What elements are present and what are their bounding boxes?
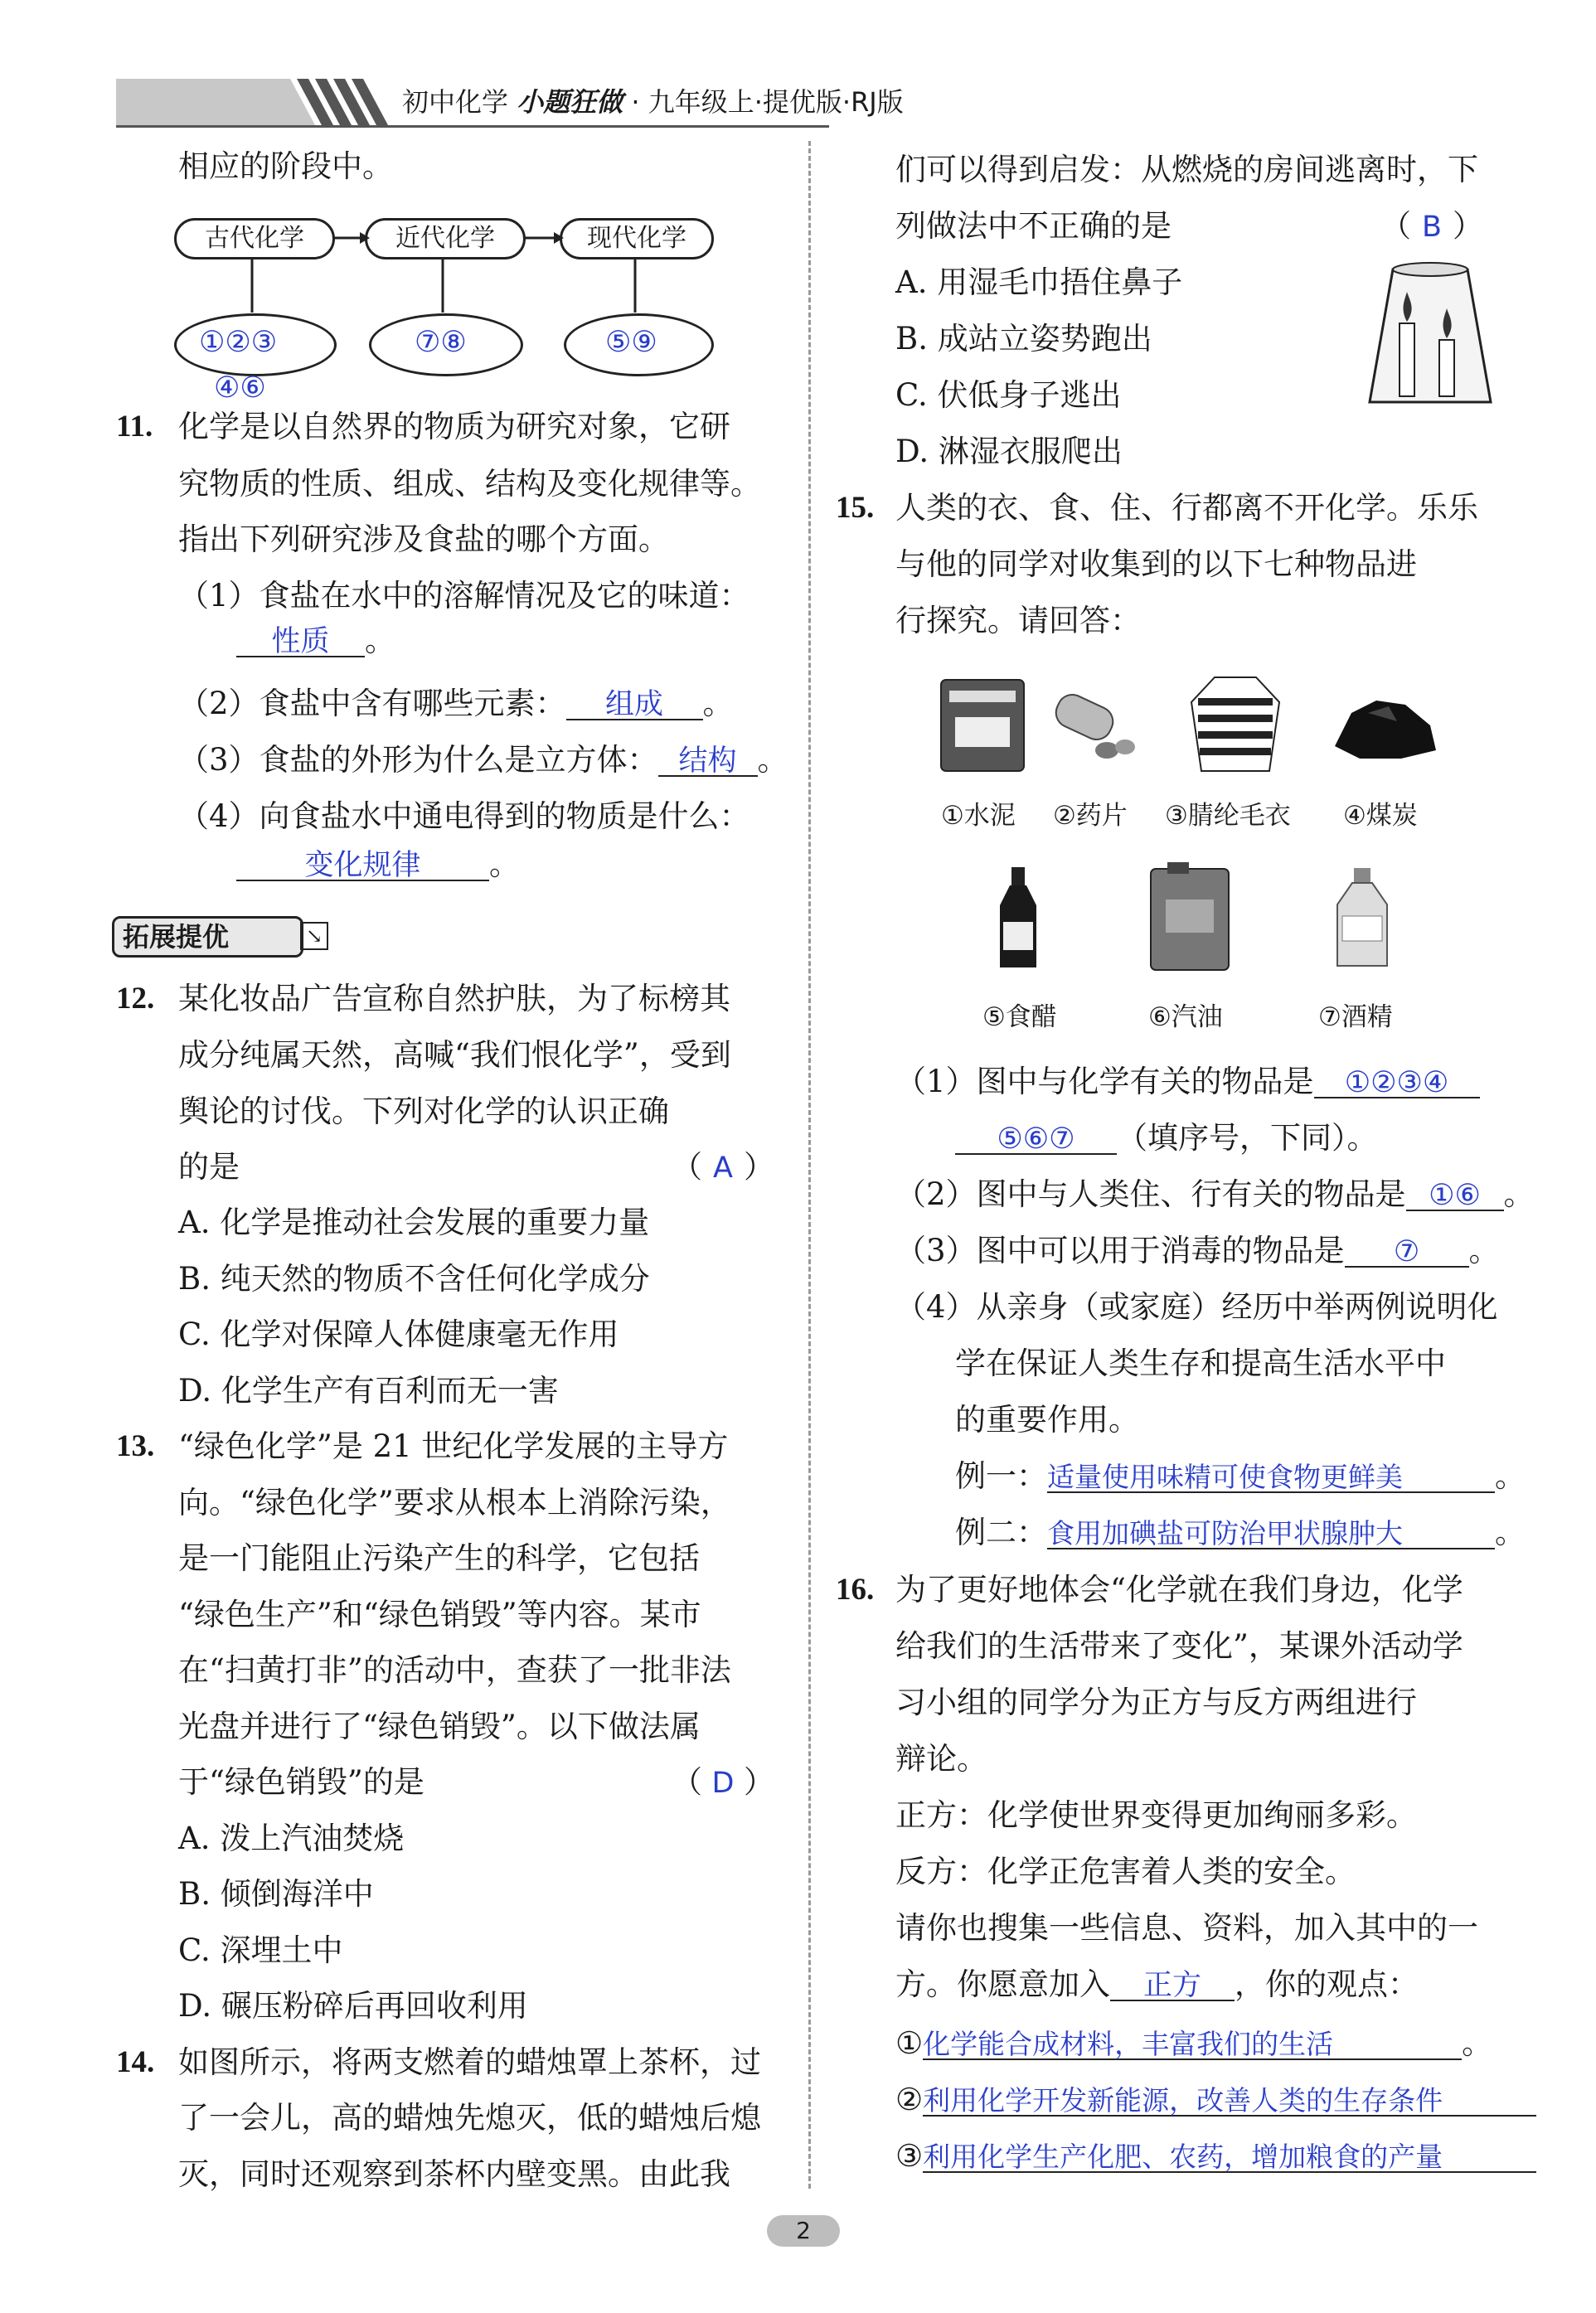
q11-part-3: （3）食盐的外形为什么是立方体：: [178, 742, 658, 778]
q16-line-3: 习小组的同学分为正方与反方两组进行: [895, 1685, 1417, 1720]
q16-ask-line-1: 请你也搜集一些信息、资料，加入其中的一: [895, 1910, 1478, 1946]
q13-line-1: “绿色化学”是 21 世纪化学发展的主导方: [178, 1428, 729, 1464]
q13-option-b: B. 倾倒海洋中: [178, 1876, 374, 1912]
header-series: 小题狂做: [517, 86, 623, 118]
coal-icon: [1327, 688, 1443, 763]
stage-box-ancient: 古代化学: [174, 218, 335, 259]
q11-line-2: 究物质的性质、组成、结构及变化规律等。: [178, 466, 761, 502]
q12-number: 12.: [116, 982, 155, 1016]
q15-end-ex1: 。: [1495, 1458, 1526, 1494]
q12-line-3: 舆论的讨伐。下列对化学的认识正确: [178, 1093, 669, 1129]
q11-answer-4: 变化规律: [236, 846, 489, 881]
q15-line-1: 人类的衣、食、住、行都离不开化学。乐乐: [895, 490, 1478, 526]
stage-box-contemporary: 现代化学: [560, 218, 714, 259]
q14-line-2: 了一会儿，高的蜡烛先熄灭，低的蜡烛后熄: [178, 2100, 761, 2136]
section-arrow-icon: ↘: [300, 922, 328, 950]
q14-right-line-2: 列做法中不正确的是: [895, 208, 1172, 244]
q16-view-2-mark: ②: [895, 2082, 924, 2117]
q11-end-1: 。: [365, 623, 395, 658]
q14-option-b: B. 成站立姿势跑出: [895, 321, 1152, 356]
q15-line-2: 与他的同学对收集到的以下七种物品进: [895, 546, 1417, 582]
item-pills-label: ②药片: [1053, 801, 1128, 831]
q13-line-4: “绿色生产”和“绿色销毁”等内容。某市: [178, 1597, 701, 1632]
q16-view-3: 利用化学生产化肥、农药，增加粮食的产量: [923, 2138, 1536, 2173]
candle-cup-icon: [1360, 257, 1501, 415]
q12-option-c: C. 化学对保障人体健康毫无作用: [178, 1317, 619, 1352]
q13-answer: D: [711, 1767, 735, 1800]
q15-end-2: 。: [1503, 1176, 1535, 1212]
column-divider: [808, 141, 811, 2189]
q16-view-1: 化学能合成材料，丰富我们的生活: [923, 2025, 1462, 2060]
q10-lead: 相应的阶段中。: [178, 148, 393, 184]
q11-answer-3: 结构: [658, 742, 758, 777]
q15-example-2: 食用加碘盐可防治甲状腺肿大: [1047, 1515, 1495, 1549]
q12-line-1: 某化妆品广告宣称自然护肤，为了标榜其: [178, 981, 730, 1016]
q11-number: 11.: [116, 410, 153, 444]
q15-answer-2: ①⑥: [1406, 1176, 1504, 1211]
q15-answer-1a: ①②③④: [1314, 1064, 1480, 1098]
q15-part-4-line-2: 学在保证人类生存和提高生活水平中: [955, 1346, 1446, 1381]
q15-part-1b: （填序号，下同）。: [1117, 1120, 1378, 1156]
header-subtitle: · 九年级上·提优版·RJ版: [631, 86, 904, 118]
q12-option-a: A. 化学是推动社会发展的重要力量: [178, 1205, 650, 1240]
q15-part-3: （3）图中可以用于消毒的物品是: [895, 1233, 1345, 1268]
q13-line-3: 是一门能阻止污染产生的科学，它包括: [178, 1540, 700, 1576]
q11-answer-1: 性质: [236, 623, 365, 657]
item-cement-label: ①水泥: [941, 801, 1016, 831]
q15-end-ex2: 。: [1495, 1515, 1526, 1550]
q15-example-1: 适量使用味精可使食物更鲜美: [1047, 1458, 1495, 1493]
q16-side-answer: 正方: [1110, 1966, 1235, 2001]
q15-number: 15.: [836, 491, 875, 525]
section-label: [112, 916, 303, 958]
q11-part-2: （2）食盐中含有哪些元素：: [178, 686, 566, 721]
item-sweater-label: ③腈纶毛衣: [1165, 801, 1291, 831]
header-rule: [116, 125, 829, 128]
q13-line-5: 在“扫黄打非”的活动中，查获了一批非法: [178, 1652, 731, 1688]
q14-line-3: 灭，同时还观察到茶杯内壁变黑。由此我: [178, 2156, 730, 2192]
q11-end-2: 。: [702, 686, 734, 721]
q15-answer-1b: ⑤⑥⑦: [955, 1120, 1117, 1155]
q16-view-3-mark: ③: [895, 2138, 924, 2174]
q16-ask-pre: 方。你愿意加入: [895, 1966, 1110, 2002]
q14-number: 14.: [116, 2045, 155, 2079]
q15-end-3: 。: [1468, 1233, 1500, 1268]
q11-part-4: （4）向食盐水中通电得到的物质是什么：: [178, 798, 750, 834]
alcohol-bottle-icon: [1331, 866, 1393, 970]
q13-number: 13.: [116, 1429, 155, 1463]
q16-line-1: 为了更好地体会“化学就在我们身边，化学: [895, 1572, 1463, 1607]
q13-line-2: 向。“绿色化学”要求从根本上消除污染，: [178, 1485, 731, 1520]
q10-answer-2: ④⑥: [214, 371, 266, 405]
q14-option-a: A. 用湿毛巾捂住鼻子: [895, 264, 1183, 300]
q14-line-1: 如图所示，将两支燃着的蜡烛罩上茶杯，过: [178, 2044, 761, 2080]
cement-bag-icon: [937, 676, 1028, 775]
vinegar-bottle-icon: [993, 864, 1043, 972]
q11-line-3: 指出下列研究涉及食盐的哪个方面。: [178, 521, 669, 557]
q10-answer-1: ①②③: [199, 326, 278, 359]
q16-ask-post: ，你的观点：: [1235, 1966, 1419, 2002]
item-gasoline-label: ⑥汽油: [1148, 1002, 1223, 1032]
q16-pro: 正方：化学使世界变得更加绚丽多彩。: [895, 1797, 1417, 1833]
q13-option-d: D. 碾压粉碎后再回收利用: [178, 1988, 528, 2024]
q16-end-1: 。: [1462, 2025, 1493, 2061]
section-label-text: 拓展提优: [123, 921, 230, 953]
q12-option-d: D. 化学生产有百利而无一害: [178, 1373, 559, 1409]
q15-answer-3: ⑦: [1345, 1233, 1469, 1268]
q16-view-1-mark: ①: [895, 2025, 924, 2061]
q15-part-1: （1）图中与化学有关的物品是: [895, 1064, 1314, 1099]
q15-part-4-line-1: （4）从亲身（或家庭）经历中举两例说明化: [895, 1289, 1498, 1325]
q14-option-c: C. 伏低身子逃出: [895, 377, 1122, 413]
stage-box-modern-early: 近代化学: [365, 218, 526, 259]
q15-example-1-label: 例一：: [955, 1458, 1047, 1494]
q14-answer: B: [1421, 211, 1442, 244]
q15-line-3: 行探究。请回答：: [895, 603, 1141, 638]
q13-line-6: 光盘并进行了“绿色销毁”。以下做法属: [178, 1709, 701, 1744]
q16-line-4: 辩论。: [895, 1741, 987, 1777]
q16-con: 反方：化学正危害着人类的安全。: [895, 1854, 1356, 1889]
q15-part-2: （2）图中与人类住、行有关的物品是: [895, 1176, 1406, 1212]
q12-line-4: 的是: [178, 1149, 240, 1185]
q12-line-2: 成分纯属天然，高喊“我们恨化学”，受到: [178, 1037, 731, 1073]
q16-number: 16.: [836, 1573, 875, 1607]
q10-answer-4: ⑤⑨: [605, 326, 657, 359]
header-bar: [116, 79, 904, 125]
header-stripes-icon: [116, 79, 390, 125]
item-alcohol-label: ⑦酒精: [1318, 1002, 1393, 1032]
q12-answer: A: [713, 1152, 733, 1185]
q11-part-1: （1）食盐在水中的溶解情况及它的味道：: [178, 578, 750, 613]
q15-example-2-label: 例二：: [955, 1515, 1047, 1550]
q11-end-3: 。: [757, 742, 788, 778]
q15-part-4-line-3: 的重要作用。: [955, 1402, 1139, 1438]
q16-view-2: 利用化学开发新能源，改善人类的生存条件: [923, 2082, 1536, 2117]
pills-icon: [1049, 692, 1140, 767]
q11-answer-2: 组成: [566, 686, 703, 720]
page-number: 2: [767, 2215, 840, 2247]
q14-right-line-1: 们可以得到启发：从燃烧的房间逃离时，下: [895, 152, 1478, 187]
item-coal-label: ④煤炭: [1343, 801, 1418, 831]
gasoline-can-icon: [1144, 862, 1235, 974]
sweater-icon: [1190, 673, 1281, 777]
q11-line-1: 化学是以自然界的物质为研究对象，它研: [178, 409, 730, 444]
q14-option-d: D. 淋湿衣服爬出: [895, 434, 1123, 469]
q16-line-2: 给我们的生活带来了变化”，某课外活动学: [895, 1628, 1463, 1664]
q12-option-b: B. 纯天然的物质不含任何化学成分: [178, 1261, 650, 1297]
q13-option-a: A. 泼上汽油焚烧: [178, 1821, 405, 1856]
q13-line-7: 于“绿色销毁”的是: [178, 1764, 424, 1800]
q11-end-4: 。: [489, 846, 520, 882]
item-vinegar-label: ⑤食醋: [982, 1002, 1057, 1032]
q13-option-c: C. 深埋土中: [178, 1932, 343, 1968]
header-title: 初中化学: [402, 86, 509, 118]
q10-answer-3: ⑦⑧: [415, 326, 467, 359]
